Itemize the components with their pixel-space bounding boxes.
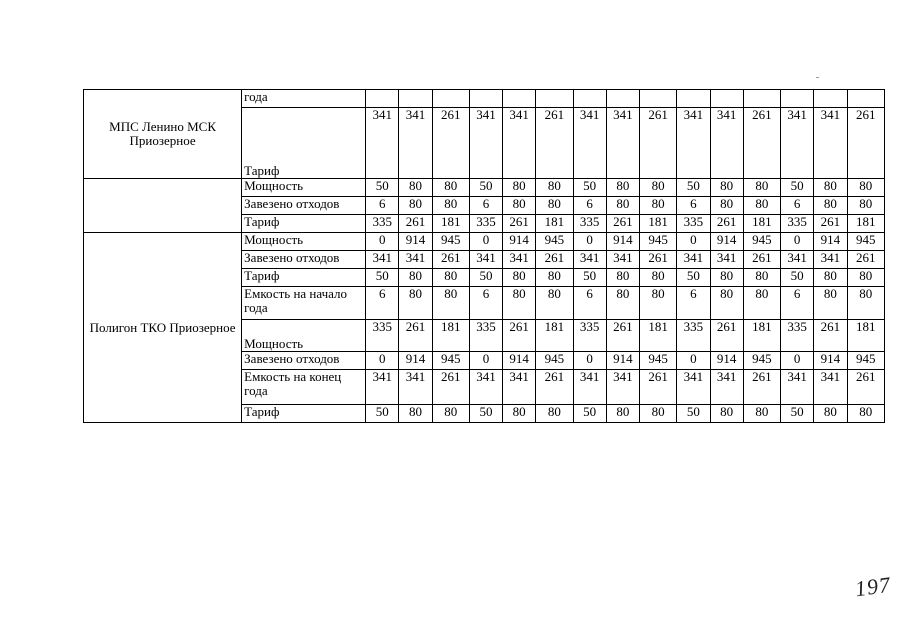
value-cell: 80: [710, 287, 743, 320]
value-cell: 341: [606, 370, 639, 405]
value-cell: 261: [710, 215, 743, 233]
value-cell: 50: [781, 179, 814, 197]
value-cell: 80: [536, 405, 573, 423]
value-cell: 6: [366, 197, 399, 215]
scan-speck: [816, 77, 819, 78]
value-cell: 80: [503, 405, 536, 423]
value-cell: [536, 90, 573, 108]
table-row: [84, 179, 885, 197]
value-cell: 80: [503, 197, 536, 215]
row-label: Тариф: [242, 108, 366, 179]
value-cell: 80: [847, 269, 885, 287]
row-label: Тариф: [242, 215, 366, 233]
facility-name-cell: Полигон ТКО Приозерное: [84, 233, 242, 423]
value-cell: 261: [640, 370, 677, 405]
value-cell: 80: [710, 269, 743, 287]
value-cell: [503, 90, 536, 108]
value-cell: 945: [432, 352, 469, 370]
value-cell: 181: [432, 320, 469, 352]
value-cell: 335: [677, 215, 710, 233]
value-cell: 80: [847, 197, 885, 215]
value-cell: 80: [710, 197, 743, 215]
value-cell: 0: [366, 233, 399, 251]
value-cell: 341: [573, 251, 606, 269]
value-cell: 261: [536, 370, 573, 405]
value-cell: [781, 90, 814, 108]
value-cell: 80: [640, 269, 677, 287]
value-cell: 80: [814, 197, 847, 215]
value-cell: 261: [847, 108, 885, 179]
value-cell: [640, 90, 677, 108]
value-cell: 341: [573, 108, 606, 179]
value-cell: 50: [469, 179, 502, 197]
value-cell: 261: [536, 108, 573, 179]
value-cell: 6: [677, 197, 710, 215]
value-cell: 261: [847, 251, 885, 269]
value-cell: 261: [503, 215, 536, 233]
table-body: [84, 90, 885, 423]
value-cell: 80: [399, 197, 432, 215]
value-cell: 50: [677, 269, 710, 287]
value-cell: 80: [710, 179, 743, 197]
value-cell: 335: [781, 215, 814, 233]
value-cell: 914: [399, 352, 432, 370]
value-cell: 261: [606, 320, 639, 352]
value-cell: 80: [606, 197, 639, 215]
value-cell: 261: [814, 320, 847, 352]
value-cell: 945: [847, 233, 885, 251]
facility-name-cell: МПС Ленино МСК Приозерное: [84, 90, 242, 179]
value-cell: 50: [677, 179, 710, 197]
value-cell: 341: [503, 370, 536, 405]
value-cell: 0: [781, 352, 814, 370]
value-cell: 80: [743, 179, 780, 197]
value-cell: 80: [503, 269, 536, 287]
value-cell: 80: [399, 287, 432, 320]
value-cell: 181: [743, 215, 780, 233]
value-cell: 914: [503, 233, 536, 251]
row-label: Мощность: [242, 233, 366, 251]
value-cell: 80: [847, 405, 885, 423]
value-cell: 80: [399, 269, 432, 287]
row-label: Емкость на начало года: [242, 287, 366, 320]
value-cell: 261: [432, 251, 469, 269]
value-cell: 341: [710, 251, 743, 269]
value-cell: 335: [469, 320, 502, 352]
value-cell: 341: [606, 251, 639, 269]
value-cell: 0: [781, 233, 814, 251]
value-cell: 945: [432, 233, 469, 251]
value-cell: 341: [399, 108, 432, 179]
value-cell: 341: [366, 251, 399, 269]
value-cell: 80: [640, 197, 677, 215]
value-cell: 80: [847, 179, 885, 197]
value-cell: 80: [432, 179, 469, 197]
value-cell: 341: [366, 108, 399, 179]
value-cell: 914: [710, 233, 743, 251]
value-cell: 914: [710, 352, 743, 370]
value-cell: 80: [432, 197, 469, 215]
value-cell: 0: [677, 352, 710, 370]
value-cell: 341: [781, 370, 814, 405]
value-cell: 341: [366, 370, 399, 405]
value-cell: 341: [503, 108, 536, 179]
value-cell: 261: [606, 215, 639, 233]
value-cell: 945: [536, 233, 573, 251]
value-cell: 80: [814, 269, 847, 287]
value-cell: 341: [503, 251, 536, 269]
value-cell: 335: [366, 320, 399, 352]
value-cell: 341: [781, 251, 814, 269]
value-cell: 914: [606, 233, 639, 251]
value-cell: 335: [469, 215, 502, 233]
value-cell: 914: [814, 233, 847, 251]
value-cell: 0: [573, 352, 606, 370]
value-cell: 50: [573, 269, 606, 287]
value-cell: 341: [710, 370, 743, 405]
value-cell: 80: [503, 287, 536, 320]
value-cell: 341: [399, 251, 432, 269]
value-cell: 80: [743, 269, 780, 287]
value-cell: 80: [536, 179, 573, 197]
value-cell: 80: [536, 269, 573, 287]
value-cell: 80: [432, 287, 469, 320]
row-label: Завезено отходов: [242, 352, 366, 370]
value-cell: 80: [640, 405, 677, 423]
value-cell: [677, 90, 710, 108]
table-row: [84, 233, 885, 251]
value-cell: 181: [640, 215, 677, 233]
value-cell: 181: [847, 215, 885, 233]
value-cell: 335: [677, 320, 710, 352]
value-cell: 181: [743, 320, 780, 352]
table-row: [84, 90, 885, 108]
value-cell: 914: [503, 352, 536, 370]
value-cell: 945: [536, 352, 573, 370]
value-cell: 80: [536, 287, 573, 320]
value-cell: [366, 90, 399, 108]
value-cell: 341: [469, 108, 502, 179]
value-cell: 335: [781, 320, 814, 352]
value-cell: 80: [399, 179, 432, 197]
value-cell: 6: [677, 287, 710, 320]
value-cell: 341: [814, 370, 847, 405]
value-cell: 181: [432, 215, 469, 233]
value-cell: 6: [781, 287, 814, 320]
row-label: Завезено отходов: [242, 197, 366, 215]
value-cell: 80: [710, 405, 743, 423]
value-cell: [710, 90, 743, 108]
value-cell: 181: [536, 320, 573, 352]
value-cell: 335: [366, 215, 399, 233]
value-cell: 50: [366, 179, 399, 197]
row-label: Емкость на конец года: [242, 370, 366, 405]
value-cell: 181: [847, 320, 885, 352]
value-cell: 341: [781, 108, 814, 179]
value-cell: [606, 90, 639, 108]
value-cell: 341: [469, 370, 502, 405]
row-label: Тариф: [242, 405, 366, 423]
value-cell: 914: [814, 352, 847, 370]
value-cell: 0: [469, 233, 502, 251]
facility-name-cell: [84, 179, 242, 233]
tariff-table: [83, 89, 885, 423]
value-cell: 0: [677, 233, 710, 251]
value-cell: 80: [399, 405, 432, 423]
value-cell: 80: [606, 179, 639, 197]
value-cell: 50: [573, 405, 606, 423]
value-cell: 181: [536, 215, 573, 233]
value-cell: 50: [781, 405, 814, 423]
value-cell: [432, 90, 469, 108]
value-cell: 341: [677, 251, 710, 269]
value-cell: [399, 90, 432, 108]
value-cell: 50: [781, 269, 814, 287]
value-cell: 6: [469, 287, 502, 320]
row-label: Мощность: [242, 179, 366, 197]
value-cell: 50: [677, 405, 710, 423]
value-cell: 945: [743, 352, 780, 370]
value-cell: 341: [677, 370, 710, 405]
value-cell: 80: [847, 287, 885, 320]
value-cell: 335: [573, 215, 606, 233]
value-cell: 261: [536, 251, 573, 269]
value-cell: 261: [399, 215, 432, 233]
value-cell: 50: [469, 269, 502, 287]
value-cell: 50: [573, 179, 606, 197]
value-cell: 80: [503, 179, 536, 197]
value-cell: 261: [710, 320, 743, 352]
value-cell: 80: [536, 197, 573, 215]
value-cell: 914: [606, 352, 639, 370]
value-cell: 80: [640, 287, 677, 320]
value-cell: 6: [781, 197, 814, 215]
value-cell: 261: [432, 370, 469, 405]
value-cell: 80: [814, 179, 847, 197]
value-cell: 6: [573, 287, 606, 320]
value-cell: 80: [743, 287, 780, 320]
value-cell: 341: [606, 108, 639, 179]
handwritten-page-number: 197: [853, 571, 893, 602]
value-cell: 261: [399, 320, 432, 352]
value-cell: 0: [573, 233, 606, 251]
value-cell: 261: [743, 370, 780, 405]
value-cell: 80: [606, 269, 639, 287]
value-cell: [573, 90, 606, 108]
value-cell: 80: [432, 405, 469, 423]
row-label: Мощность: [242, 320, 366, 352]
value-cell: 80: [606, 287, 639, 320]
value-cell: 6: [366, 287, 399, 320]
value-cell: 50: [469, 405, 502, 423]
value-cell: 341: [710, 108, 743, 179]
value-cell: 261: [847, 370, 885, 405]
value-cell: 261: [640, 108, 677, 179]
value-cell: 80: [640, 179, 677, 197]
value-cell: 914: [399, 233, 432, 251]
value-cell: 341: [469, 251, 502, 269]
value-cell: 261: [432, 108, 469, 179]
value-cell: 945: [640, 233, 677, 251]
value-cell: [743, 90, 780, 108]
value-cell: 335: [573, 320, 606, 352]
value-cell: 181: [640, 320, 677, 352]
value-cell: 341: [399, 370, 432, 405]
value-cell: 945: [847, 352, 885, 370]
value-cell: 261: [814, 215, 847, 233]
value-cell: 261: [743, 108, 780, 179]
value-cell: 0: [469, 352, 502, 370]
value-cell: 341: [677, 108, 710, 179]
value-cell: 945: [640, 352, 677, 370]
value-cell: 80: [814, 405, 847, 423]
row-label: Тариф: [242, 269, 366, 287]
value-cell: 80: [743, 405, 780, 423]
value-cell: [814, 90, 847, 108]
value-cell: 50: [366, 269, 399, 287]
value-cell: [847, 90, 885, 108]
value-cell: 261: [743, 251, 780, 269]
value-cell: 945: [743, 233, 780, 251]
value-cell: 80: [814, 287, 847, 320]
row-label: Завезено отходов: [242, 251, 366, 269]
value-cell: 50: [366, 405, 399, 423]
value-cell: 341: [814, 251, 847, 269]
value-cell: 0: [366, 352, 399, 370]
value-cell: 341: [814, 108, 847, 179]
value-cell: 6: [573, 197, 606, 215]
row-label: года: [242, 90, 366, 108]
value-cell: [469, 90, 502, 108]
value-cell: 80: [743, 197, 780, 215]
value-cell: 261: [503, 320, 536, 352]
value-cell: 6: [469, 197, 502, 215]
value-cell: 80: [606, 405, 639, 423]
value-cell: 80: [432, 269, 469, 287]
value-cell: 341: [573, 370, 606, 405]
value-cell: 261: [640, 251, 677, 269]
